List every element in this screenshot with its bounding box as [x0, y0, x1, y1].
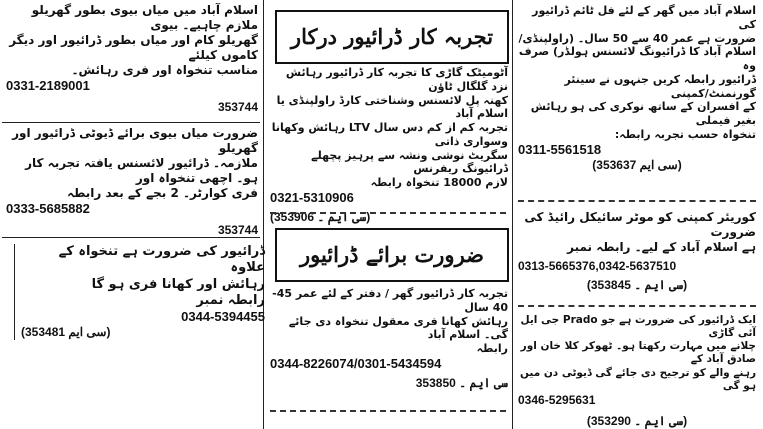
ad-couple-domestic-1: [6, 3, 258, 115]
ad-separator: [2, 122, 260, 123]
ad-dashed-separator: [270, 410, 506, 412]
ad-heading-box: [275, 10, 509, 64]
ad-phone: 0346-5295631: [518, 392, 596, 407]
column-divider-left: [263, 0, 264, 429]
ad-line: رہنے والے کو ترجیح دی جائے گی ڈیوٹی دن میں ہو گی: [519, 366, 756, 392]
ad-reference: (سی ایم ۔ 353290): [586, 413, 688, 428]
ad-reference: 353744: [217, 100, 258, 115]
ad-couple-domestic-2: [6, 126, 258, 238]
ad-line: رہائش کھانا فری معقول تنخواہ دی جائے گی۔ اسلام آباد: [288, 314, 508, 342]
ad-heading-box: [275, 228, 509, 282]
ad-line: ضرورت میاں بیوی برائے ڈیوٹی ڈرائیور اور گھریلو: [12, 126, 258, 155]
ad-reference: (سی ایم ۔ 353845): [586, 278, 688, 292]
ad-line: رابطہ نمبر: [196, 292, 265, 308]
ad-heading: ضرورت برائے ڈرائیور: [299, 242, 484, 267]
ad-reference: 353744: [217, 223, 258, 238]
ad-line: آٹومیٹک گاڑی کا تجربہ کار ڈرائیور رہائش نزد گلگال ٹاؤن: [285, 66, 508, 93]
ad-line: کوریئر کمپنی کو موٹر سائیکل رائیڈ کی ضرورت: [524, 210, 756, 239]
ad-dashed-separator: [518, 200, 756, 202]
ad-phone: 0333-5685882: [6, 201, 90, 216]
ad-line: رہائش اور کھانا فری ہو گا: [91, 276, 265, 292]
ad-line: کے افسران کے ساتھ نوکری کی ہو رہائش بغیر فیملی: [530, 100, 756, 127]
ad-heading: تجربہ کار ڈرائیور درکار: [290, 24, 494, 49]
column-divider-right: [512, 0, 513, 429]
ad-reference: سی ایم ۔ 353850: [415, 376, 508, 390]
ad-phone: 0344-8226074/0301-5434594: [270, 355, 442, 371]
ad-prado-driver: [518, 314, 756, 429]
ad-line: فری کوارٹر۔ 2 بجے کے بعد رابطہ: [67, 186, 258, 200]
ad-line: تجربہ کار ڈرائیور گھر / دفتر کے لئے عمر 45-40 سال: [272, 287, 508, 314]
ad-dashed-separator: [270, 212, 506, 214]
ad-line: ملازمہ۔ ڈرائیور لائسنس یافتہ تجربہ کار ہو۔ اچھی تنخواہ اور: [25, 156, 258, 185]
ad-phone: 0321-5310906: [270, 189, 354, 205]
ad-line: چلانے میں مہارت رکھتا ہو۔ ٹھوکر کلا خان اور صادق آباد کے: [520, 340, 756, 366]
ad-reference: (سی ایم 353637): [592, 157, 682, 172]
ad-fulltime-driver: [518, 4, 756, 173]
ad-line: سگریٹ نوشی ونشہ سے پرہیز پچھلے ڈرائیونگ ریفرنس: [311, 148, 508, 176]
ad-driver-free-lodging: [14, 244, 265, 340]
ad-reference: (سی ایم ۔ 353906): [270, 210, 371, 224]
ad-line: رابطہ: [476, 342, 508, 355]
ad-separator: [2, 237, 260, 238]
ad-line: مناسب تنخواہ اور فری رہائش۔: [71, 63, 258, 77]
ad-line: اسلام آباد کا ڈرائیونگ لائسنس ہولڈر) صرف وہ: [518, 45, 756, 72]
ad-line: ڈرائیور رابطہ کریں جنہوں نے سینئر گورنمنٹ/کمپنی: [564, 72, 756, 100]
ad-line: اسلام آباد میں میاں بیوی بطور گھریلو ملازم چاہیے۔ بیوی: [31, 3, 258, 32]
ad-line: ڈرائیور کی ضرورت ہے تنخواہ کے علاوہ: [58, 244, 265, 276]
ad-line: ہے اسلام آباد کے لیے۔ رابطہ نمبر: [567, 240, 756, 254]
ad-phone: 0311-5561518: [518, 141, 602, 157]
ad-dashed-separator: [518, 305, 756, 307]
ad-line: اسلام آباد میں گھر کے لئے فل ٹائم ڈرائیور کی: [532, 4, 756, 31]
ad-phone: 0344-5394455: [181, 309, 265, 324]
ad-phone: 0331-2189001: [6, 78, 90, 93]
ad-line: لازم 18000 تنخواہ رابطہ: [370, 176, 508, 189]
ad-line: ضرورت ہے عمر 40 سے 50 سال۔ (راولپنڈی/: [518, 31, 756, 45]
ad-line: تجربہ کم از کم دس سال LTV رہائش وکھانا وسواری ذاتی: [271, 121, 508, 148]
ad-line: کھنہ پل لائسنس وشناختی کارڈ راولپنڈی یا اسلام آباد: [276, 93, 508, 121]
ad-reference: (سی ایم 353481): [21, 325, 111, 340]
ad-line: گھریلو کام اور میاں بطور ڈرائیور اور دیگر کاموں کیلئے: [9, 33, 258, 62]
ad-line: تنخواہ حسب تجربہ رابطہ:: [614, 127, 756, 141]
ad-phone: 0313-5665376,0342-5637510: [518, 259, 677, 273]
ad-courier-rider: [518, 210, 756, 293]
ad-experienced-driver: [270, 66, 508, 225]
ad-driver-wanted: [270, 287, 508, 391]
ad-line: ایک ڈرائیور کی ضرورت ہے جو Prado جی ایل آئی گاڑی: [520, 314, 756, 340]
